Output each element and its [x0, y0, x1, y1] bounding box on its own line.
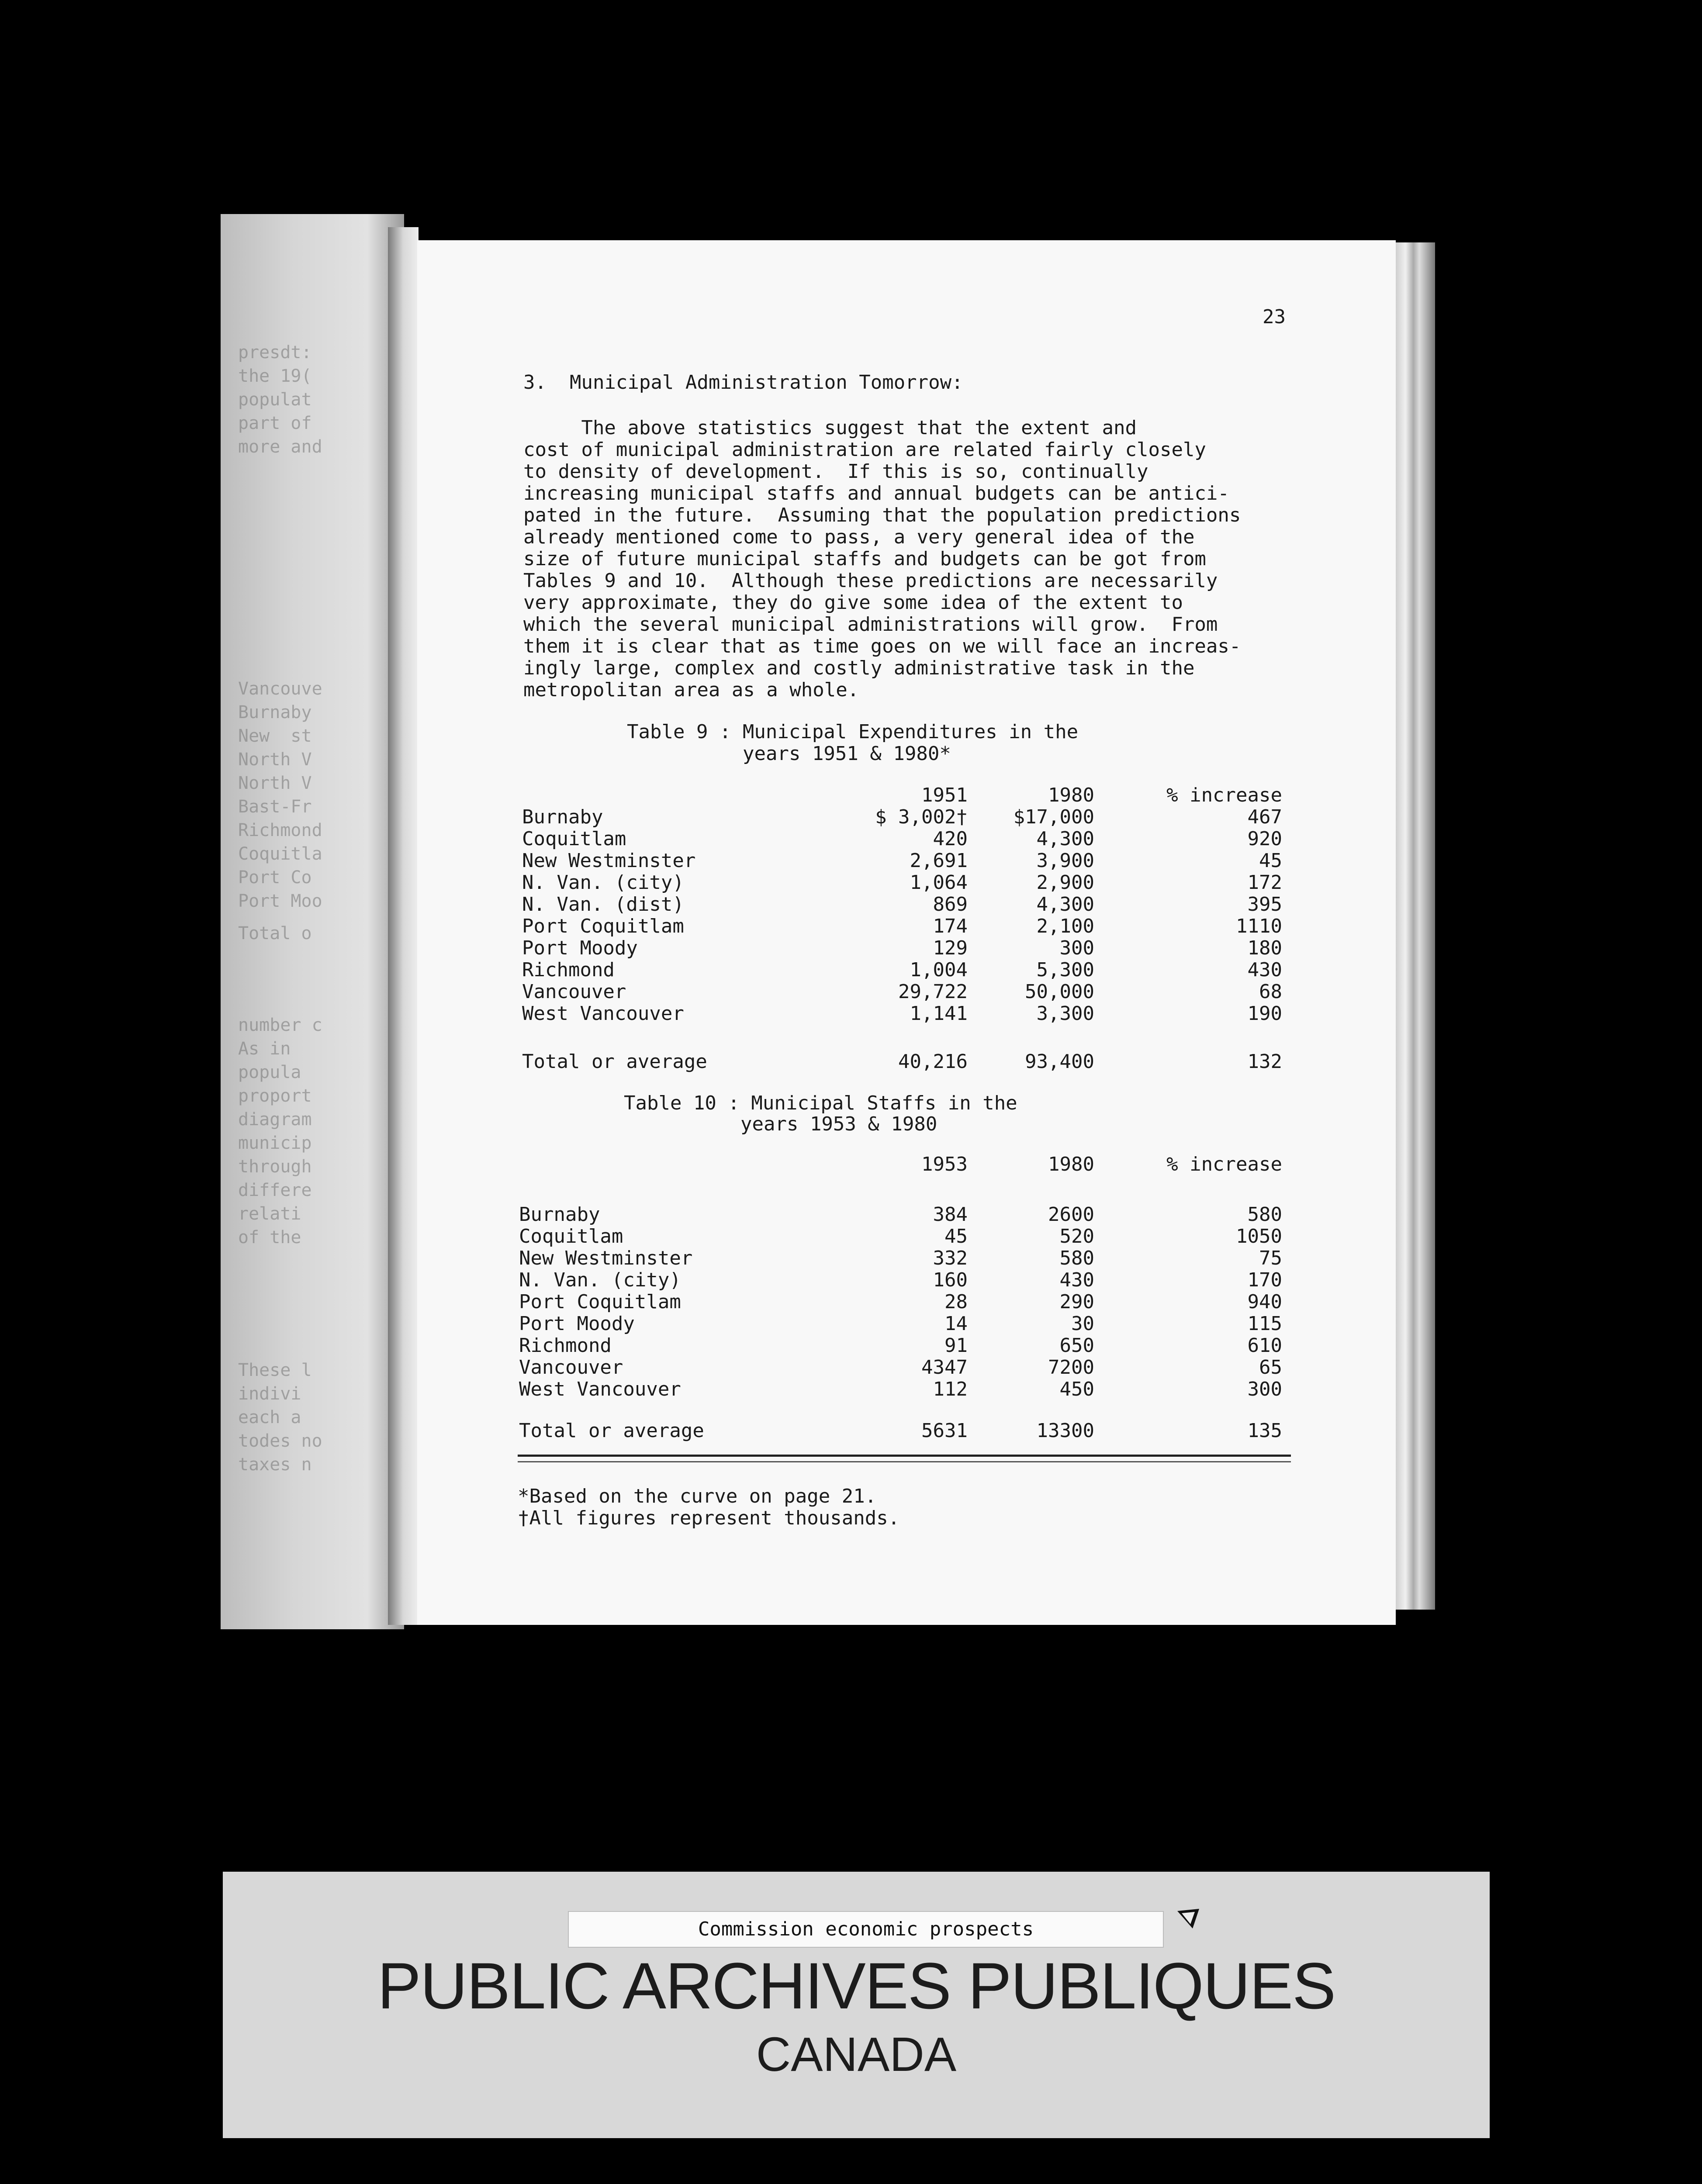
table-cell: 869 — [933, 893, 968, 916]
table-row-label: Burnaby — [519, 1203, 600, 1226]
table-cell: 14 — [944, 1313, 968, 1335]
paragraph-line: ingly large, complex and costly administrative task in the — [523, 657, 1195, 679]
table10-title-line1: Table 10 : Municipal Staffs in the — [624, 1092, 1017, 1114]
table-cell: 68 — [1259, 981, 1282, 1003]
table-total-cell: 40,216 — [898, 1051, 968, 1073]
table-cell: 45 — [944, 1225, 968, 1248]
column-header: 1980 — [1048, 1153, 1094, 1175]
footnote-2: †All figures represent thousands. — [518, 1507, 900, 1529]
table-cell: $17,000 — [1013, 806, 1094, 828]
table-cell: 2,100 — [1036, 915, 1094, 937]
table-total-cell: 135 — [1247, 1420, 1282, 1442]
table-row-label: Port Moody — [522, 937, 638, 959]
table-cell: 4,300 — [1036, 828, 1094, 850]
left-page — [221, 214, 404, 1629]
table-row-label: Port Coquitlam — [519, 1291, 681, 1313]
archives-title: PUBLIC ARCHIVES PUBLIQUES — [377, 1949, 1335, 2022]
table-cell: 610 — [1247, 1334, 1282, 1357]
left-page-fragment-notes: These l indivi each a todes no taxes n — [238, 1360, 322, 1475]
table-cell: 3,900 — [1036, 850, 1094, 872]
page-number: 23 — [1263, 306, 1286, 328]
table-cell: 5,300 — [1036, 959, 1094, 981]
body-paragraph — [523, 417, 1318, 701]
table-row-label: Coquitlam — [519, 1225, 623, 1248]
table-row-label: N. Van. (city) — [522, 871, 684, 894]
table-cell: 1,064 — [910, 871, 968, 894]
table10-title-line2: years 1953 & 1980 — [740, 1113, 937, 1135]
table-cell: 430 — [1059, 1269, 1094, 1291]
table-row-label: Richmond — [522, 959, 615, 981]
footnote-rule-2 — [518, 1461, 1291, 1462]
section-heading: 3. Municipal Administration Tomorrow: — [523, 371, 963, 394]
column-header: 1953 — [921, 1153, 968, 1175]
paragraph-line: already mentioned come to pass, a very general idea of the — [523, 526, 1195, 548]
table-cell: 29,722 — [898, 981, 968, 1003]
left-page-fragment-top: presdt: the 19( populat part of more and — [238, 342, 322, 457]
table-cell: 3,300 — [1036, 1002, 1094, 1025]
table-cell: 430 — [1247, 959, 1282, 981]
table-cell: 28 — [944, 1291, 968, 1313]
paragraph-line: them it is clear that as time goes on we will face an increas- — [523, 635, 1241, 657]
table-total-label: Total or average — [522, 1051, 707, 1073]
book-gutter — [388, 227, 419, 1625]
table-cell: 129 — [933, 937, 968, 959]
table-cell: 920 — [1247, 828, 1282, 850]
table-cell: 395 — [1247, 893, 1282, 916]
table-cell: 75 — [1259, 1247, 1282, 1269]
table-cell: 300 — [1247, 1378, 1282, 1400]
paragraph-line: size of future municipal staffs and budgets can be got from — [523, 548, 1206, 570]
table-row-label: Vancouver — [522, 981, 626, 1003]
footnote-1: *Based on the curve on page 21. — [518, 1485, 877, 1507]
table9-title-line2: years 1951 & 1980* — [743, 743, 951, 765]
footnote-rule — [518, 1455, 1291, 1457]
left-page-fragment-middle: Vancouve Burnaby New st North V North V Bast-Fr Richmond Coquitla Port Co Port Moo — [238, 679, 322, 911]
pin-icon — [1175, 1907, 1201, 1933]
archive-label-text: Commission economic prospects — [698, 1918, 1034, 1940]
table-cell: 2600 — [1048, 1203, 1094, 1226]
table-row-label: Port Moody — [519, 1313, 635, 1335]
table-cell: $ 3,002† — [875, 806, 968, 828]
paragraph-line: to density of development. If this is so, continually — [523, 460, 1149, 483]
paragraph-line: pated in the future. Assuming that the population predictions — [523, 504, 1241, 526]
table-cell: 7200 — [1048, 1356, 1094, 1379]
table-total-cell: 93,400 — [1025, 1051, 1094, 1073]
table-row-label: Richmond — [519, 1334, 612, 1357]
table-cell: 2,691 — [910, 850, 968, 872]
table-cell: 580 — [1059, 1247, 1094, 1269]
table-cell: 4347 — [921, 1356, 968, 1379]
table-cell: 467 — [1247, 806, 1282, 828]
paragraph-line: cost of municipal administration are related fairly closely — [523, 439, 1206, 461]
table-total-cell: 132 — [1247, 1051, 1282, 1073]
table-row-label: Vancouver — [519, 1356, 623, 1379]
table-cell: 940 — [1247, 1291, 1282, 1313]
table-row-label: New Westminster — [519, 1247, 693, 1269]
table-row-label: West Vancouver — [519, 1378, 681, 1400]
column-header: 1980 — [1048, 784, 1094, 806]
column-header: % increase — [1166, 784, 1282, 806]
table-cell: 4,300 — [1036, 893, 1094, 916]
table-cell: 450 — [1059, 1378, 1094, 1400]
table-cell: 115 — [1247, 1313, 1282, 1335]
table-cell: 2,900 — [1036, 871, 1094, 894]
column-header: % increase — [1166, 1153, 1282, 1175]
table-cell: 45 — [1259, 850, 1282, 872]
paragraph-line: Tables 9 and 10. Although these predictions are necessarily — [523, 570, 1218, 592]
table-total-cell: 13300 — [1036, 1420, 1094, 1442]
table-cell: 91 — [944, 1334, 968, 1357]
table-cell: 1110 — [1236, 915, 1282, 937]
table-cell: 172 — [1247, 871, 1282, 894]
table-cell: 1,004 — [910, 959, 968, 981]
table-total-label: Total or average — [519, 1420, 704, 1442]
table-cell: 174 — [933, 915, 968, 937]
left-page-fragment-total: Total o — [238, 923, 312, 943]
table-row-label: West Vancouver — [522, 1002, 684, 1025]
table-cell: 1050 — [1236, 1225, 1282, 1248]
table-row-label: N. Van. (dist) — [522, 893, 684, 916]
table-cell: 50,000 — [1025, 981, 1094, 1003]
paragraph-line: metropolitan area as a whole. — [523, 679, 859, 701]
table-cell: 30 — [1071, 1313, 1094, 1335]
paragraph-line: The above statistics suggest that the extent and — [523, 417, 1137, 439]
table-total-cell: 5631 — [921, 1420, 968, 1442]
table-cell: 170 — [1247, 1269, 1282, 1291]
page-edge — [1396, 242, 1435, 1610]
archives-country: CANADA — [756, 2028, 957, 2081]
table-cell: 580 — [1247, 1203, 1282, 1226]
table-row-label: Burnaby — [522, 806, 603, 828]
table-cell: 420 — [933, 828, 968, 850]
paragraph-line: which the several municipal administrations will grow. From — [523, 613, 1218, 636]
left-page-fragment-lower: number c As in popula proport diagram municip through differe relati of the — [238, 1015, 322, 1248]
table-cell: 290 — [1059, 1291, 1094, 1313]
table-row-label: New Westminster — [522, 850, 696, 872]
table-cell: 332 — [933, 1247, 968, 1269]
table-cell: 65 — [1259, 1356, 1282, 1379]
table-cell: 520 — [1059, 1225, 1094, 1248]
table-cell: 650 — [1059, 1334, 1094, 1357]
table-cell: 300 — [1059, 937, 1094, 959]
table-cell: 180 — [1247, 937, 1282, 959]
table-row-label: Coquitlam — [522, 828, 626, 850]
table-cell: 384 — [933, 1203, 968, 1226]
table-row-label: N. Van. (city) — [519, 1269, 681, 1291]
table9-title-line1: Table 9 : Municipal Expenditures in the — [627, 721, 1079, 743]
table-row-label: Port Coquitlam — [522, 915, 684, 937]
paragraph-line: increasing municipal staffs and annual budgets can be antici- — [523, 482, 1229, 505]
table-cell: 190 — [1247, 1002, 1282, 1025]
table-cell: 112 — [933, 1378, 968, 1400]
paragraph-line: very approximate, they do give some idea of the extent to — [523, 591, 1183, 614]
archive-label-strip — [568, 1911, 1164, 1948]
table-cell: 1,141 — [910, 1002, 968, 1025]
column-header: 1951 — [921, 784, 968, 806]
table-cell: 160 — [933, 1269, 968, 1291]
